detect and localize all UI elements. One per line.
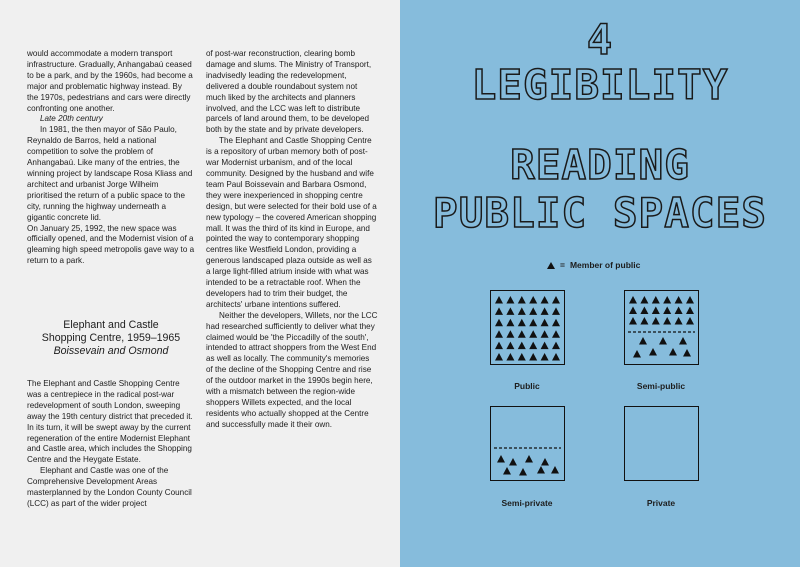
person-marker xyxy=(529,342,537,350)
person-marker xyxy=(506,342,514,350)
person-marker xyxy=(529,319,537,327)
semi-public-diagram xyxy=(624,290,699,365)
person-marker xyxy=(495,296,503,304)
person-marker xyxy=(629,296,637,304)
semi-public-crowd xyxy=(625,291,698,364)
person-marker xyxy=(495,330,503,338)
person-marker xyxy=(686,307,694,315)
person-marker xyxy=(663,296,671,304)
person-marker xyxy=(659,337,667,345)
private-diagram xyxy=(624,406,699,481)
person-marker xyxy=(503,467,511,475)
person-marker xyxy=(629,317,637,325)
person-marker xyxy=(552,330,560,338)
text-column-1-lower xyxy=(27,379,195,510)
diagram-label-private: Private xyxy=(646,498,676,508)
person-marker xyxy=(629,307,637,315)
person-marker xyxy=(669,348,677,356)
section-heading xyxy=(27,319,195,358)
person-marker xyxy=(552,307,560,315)
diagram-label-public: Public xyxy=(514,381,540,391)
person-marker xyxy=(552,353,560,361)
person-marker xyxy=(518,353,526,361)
person-marker xyxy=(679,337,687,345)
person-marker xyxy=(652,296,660,304)
person-marker xyxy=(541,458,549,466)
person-marker xyxy=(639,337,647,345)
person-marker xyxy=(541,307,549,315)
person-marker xyxy=(525,455,533,463)
person-marker xyxy=(541,353,549,361)
person-marker xyxy=(506,353,514,361)
person-marker xyxy=(518,342,526,350)
legend-label: Member of public xyxy=(569,260,641,270)
diagram-label-semi-private: Semi-private xyxy=(501,498,553,508)
person-marker xyxy=(541,296,549,304)
person-marker xyxy=(529,296,537,304)
person-marker xyxy=(495,307,503,315)
section-title-line: Shopping Centre, 1959–1965 xyxy=(41,332,181,344)
right-page xyxy=(400,0,800,567)
private-empty xyxy=(625,407,698,480)
person-marker xyxy=(552,342,560,350)
person-marker xyxy=(652,307,660,315)
public-diagram xyxy=(490,290,565,365)
paragraph: Neither the developers, Willets, nor the LCC had researched sufficiently to deliver what they claimed would be 'the Piccadilly of the south', intended to attract shoppers from the West End as well as locally. The community's memories of the decline of the Shopping Centre and rise of the outdoor market in the 1990s begin here, with a mismatch between the region-wide shoppers Willets expected, and the local residents who actually shopped at the Centre and successfully made it their own. xyxy=(206,310,378,429)
person-marker xyxy=(541,330,549,338)
person-marker xyxy=(495,342,503,350)
person-marker xyxy=(529,330,537,338)
person-marker xyxy=(675,307,683,315)
section-title-line: Elephant and Castle xyxy=(63,319,159,331)
person-marker xyxy=(541,319,549,327)
person-marker xyxy=(518,319,526,327)
person-marker xyxy=(552,319,560,327)
paragraph: of post-war reconstruction, clearing bomb damage and slums. The Ministry of Transport, inadvisedly leading the redevelopment, delivered a double roundabout system not much liked by the architects and planners involved, and the LCC was left to distribute parcels of land around them, to be developed both by the state and by private developers. xyxy=(206,49,372,135)
person-marker xyxy=(640,317,648,325)
person-marker xyxy=(518,296,526,304)
person-marker xyxy=(683,349,691,357)
person-marker xyxy=(506,307,514,315)
chapter-subtitle-line: PUBLIC SPACES xyxy=(433,189,767,237)
person-marker xyxy=(518,307,526,315)
person-marker xyxy=(652,317,660,325)
subheading: Late 20th century xyxy=(40,114,103,124)
person-marker xyxy=(495,353,503,361)
person-marker xyxy=(529,353,537,361)
person-marker xyxy=(519,468,527,476)
paragraph: would accommodate a modern transport infrastructure. Gradually, Anhangabaú ceased to be a park, and by the 1960s, had become a major and problematic highway instead. By the 1970s, pedestrians and cars were directly confronting one another. xyxy=(27,49,193,113)
paragraph: The Elephant and Castle Shopping Centre is a repository of urban memory both of post-war Modernist urbanism, and of the local community. Designed by the husband and wife team Paul Boissevain and Barbara Osmond, they were inexperienced in shopping centre design, but were selected for their bold use of a new typology – the covered American shopping mall. It was the third of its kind in Europe, and pointed the way to contemporary shopping centres like Westfield London, providing a generous landscaped plaza outside as well as a large light-filled atrium inside with what was intended to be a retractable roof. When the developers had to trim their budget, the architects' urbane intentions suffered. xyxy=(206,136,377,309)
public-crowd xyxy=(491,291,564,364)
person-marker xyxy=(495,319,503,327)
person-marker xyxy=(506,296,514,304)
person-marker xyxy=(663,317,671,325)
chapter-subtitle-line: READING xyxy=(510,141,690,189)
person-marker xyxy=(506,330,514,338)
person-marker xyxy=(537,466,545,474)
paragraph: The Elephant and Castle Shopping Centre was a centrepiece in the radical post-war redevelopment of south London, sweeping away the 19th century district that preceded it. In its turn, it will be swept away by the current regeneration of the entire Modernist Elephant and Castle area, which includes the Shopping Centre and the Heygate Estate. xyxy=(27,379,193,465)
person-marker xyxy=(541,342,549,350)
legend-equals: = xyxy=(560,260,565,270)
chapter-number: 4 xyxy=(586,15,614,64)
person-marker xyxy=(509,458,517,466)
person-marker xyxy=(529,307,537,315)
person-marker xyxy=(506,319,514,327)
person-marker xyxy=(649,348,657,356)
semi-private-diagram xyxy=(490,406,565,481)
person-marker xyxy=(675,317,683,325)
person-marker xyxy=(518,330,526,338)
paragraph: On January 25, 1992, the new space was officially opened, and the Modernist vision of a gleaming high speed metropolis gave way to a return to a park. xyxy=(27,223,195,266)
paragraph: In 1981, the then mayor of São Paulo, Reynaldo de Barros, held a national competition to solve the problem of Anhangabaú. Like many of the entries, the winning project by landscape Rosa Kliass and architect and urbanist Jorge Wilheim prioritised the return of a public space to the city, running the highway underneath a gigantic concrete lid. xyxy=(27,125,193,222)
text-column-2 xyxy=(206,49,378,431)
person-marker xyxy=(497,455,505,463)
text-column-1 xyxy=(27,49,195,267)
person-marker xyxy=(686,296,694,304)
paragraph: Elephant and Castle was one of the Comprehensive Development Areas masterplanned by the London County Council (LCC) as part of the wider project xyxy=(27,466,192,508)
person-marker xyxy=(640,307,648,315)
person-marker xyxy=(551,466,559,474)
person-marker xyxy=(686,317,694,325)
person-marker xyxy=(675,296,683,304)
person-marker xyxy=(552,296,560,304)
section-subtitle: Boissevain and Osmond xyxy=(53,345,169,357)
person-marker xyxy=(663,307,671,315)
legend xyxy=(547,260,640,270)
person-marker xyxy=(640,296,648,304)
chapter-title: LEGIBILITY xyxy=(471,61,729,109)
semi-private-crowd xyxy=(491,407,564,480)
person-marker xyxy=(633,350,641,358)
triangle-icon xyxy=(547,262,555,269)
diagram-label-semi-public: Semi-public xyxy=(636,381,686,391)
